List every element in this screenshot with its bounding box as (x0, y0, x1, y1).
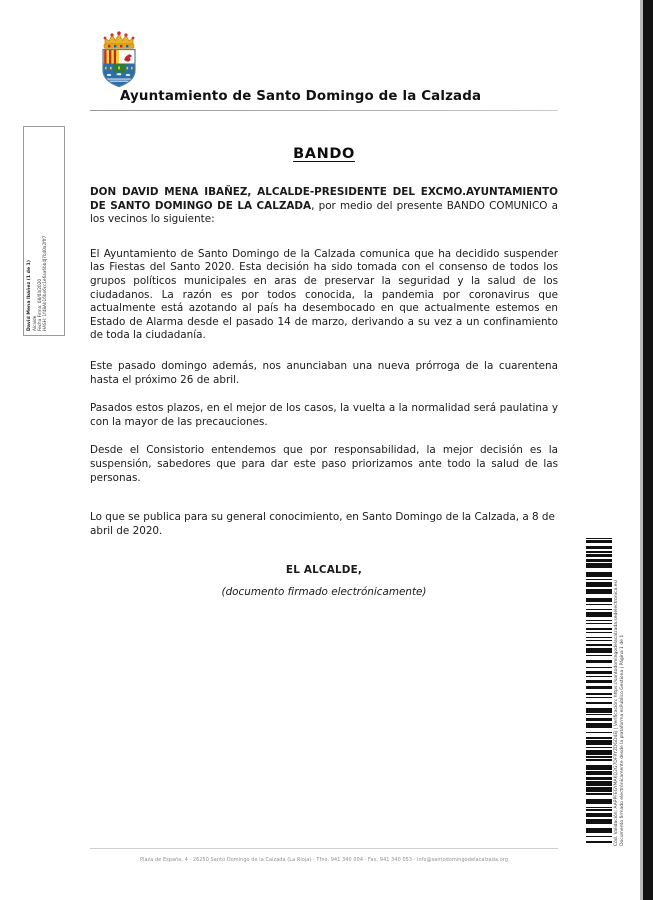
barcode-bar (586, 582, 612, 587)
csv-line-2: Documento firmado electrónicamente desde la plataforma esPublico Gestiona | Página 1 de 1 (619, 634, 625, 846)
csv-validation-block (586, 538, 638, 846)
barcode-bar (586, 809, 612, 811)
barcode-bar (586, 813, 612, 817)
barcode-bar (586, 546, 612, 549)
footer-contact-text: Plaza de España, 4 · 26250 Santo Domingo de la Calzada (La Rioja) · Tfno. 941 340 004 · Fax. 941 340 053 · info@santodomingodelacalzada.org (139, 857, 509, 863)
barcode-bar (586, 676, 612, 677)
barcode-bar (586, 554, 612, 557)
barcode-bar (586, 807, 612, 808)
barcode-bar (586, 718, 612, 721)
scan-edge-dark (643, 0, 653, 900)
barcode-bar (586, 693, 612, 695)
barcode-bar (586, 551, 612, 553)
barcode-bar (586, 686, 612, 689)
barcode-bar (586, 579, 612, 580)
barcode-bar (586, 612, 612, 617)
header-divider (90, 110, 558, 111)
barcode-bar (586, 787, 612, 792)
barcode-bar (586, 655, 612, 656)
signature-block (90, 564, 558, 598)
body-paragraph-1: El Ayuntamiento de Santo Domingo de la Calzada comunica que ha decidido suspender las Fiestas del Santo 2020. Esta decisión ha sido tomada con el consenso de todos los grupos políticos municipales en aras de preservar la seguridad y la salud de los ciudadanos. La razón es por todos conocida, la pandemia por coronavirus que actualmente está azotando al país ha desembocado en que actualmente estemos en Estado de Alarma desde el pasado 14 de marzo, derivando a su vez a un confinamiento de toda la ciudadanía. (90, 247, 558, 342)
barcode-bar (586, 759, 612, 761)
footer-divider (90, 848, 558, 849)
barcode-bar (586, 604, 612, 605)
barcode-icon (586, 538, 612, 846)
barcode-bar (586, 540, 612, 543)
barcode-bar (586, 559, 612, 562)
body-paragraph-4: Desde el Consistorio entendemos que por responsabilidad, la mejor decisión es la suspensión, sabedores que para dar este paso priorizamos ante todo la salud de las personas. (90, 444, 558, 484)
barcode-bar (586, 702, 612, 704)
barcode-bar (586, 680, 612, 683)
barcode-bar (586, 828, 612, 833)
barcode-bar (586, 799, 612, 804)
signature-title: EL ALCALDE, (285, 564, 363, 577)
barcode-bar (586, 697, 612, 698)
barcode-bar (586, 723, 612, 728)
barcode-bar (586, 714, 612, 715)
barcode-bar (586, 640, 612, 641)
body-paragraph-2: Este pasado domingo además, nos anunciaban una nueva prórroga de la cuarentena hasta el próximo 26 de abril. (90, 359, 558, 386)
stamp-hash: HASH: 1f48Ah16ba6cc1e6aa6bb4J7b40a2fff7 (42, 235, 48, 331)
signature-stamp-rotated-text (24, 127, 64, 335)
intro-rest-text: , por medio del presente BANDO COMUNICO a los vecinos lo siguiente: (90, 199, 558, 226)
signature-stamp-box (23, 126, 65, 336)
barcode-bar (586, 841, 612, 843)
barcode-bar (586, 671, 612, 674)
closing-paragraph: Lo que se publica para su general conocimiento, en Santo Domingo de la Calzada, a 8 de abril de 2020. (90, 511, 555, 537)
barcode-bar (586, 632, 612, 633)
barcode-bar (586, 648, 612, 653)
body-paragraph-3: Pasados estos plazos, en el mejor de los casos, la vuelta a la normalidad será paulatina y con la mayor de las precauciones. (90, 402, 558, 428)
barcode-bar (586, 667, 612, 668)
barcode-bar (586, 598, 612, 602)
organization-row (90, 90, 558, 105)
barcode-bar (586, 747, 612, 748)
barcode-bar (586, 623, 612, 624)
stamp-sign-date: Fecha Firma: 08/04/2020 (37, 278, 43, 331)
barcode-bar (586, 781, 612, 786)
intro-bold-text: DON DAVID MENA IBAÑEZ, ALCALDE-PRESIDENTE DEL EXCMO.AYUNTAMIENTO DE SANTO DOMINGO DE LA CALZADA (90, 186, 558, 212)
barcode-bar (586, 637, 612, 638)
csv-validation-text (614, 538, 636, 846)
organization-title: Ayuntamiento de Santo Domingo de la Calzada (120, 89, 482, 104)
barcode-bar (586, 644, 612, 646)
barcode-bar (586, 589, 612, 594)
barcode-bar (586, 836, 612, 837)
coat-of-arms-icon (96, 28, 142, 88)
barcode-bar (586, 620, 612, 621)
letterhead (90, 28, 558, 111)
stamp-signer-name: David Mena Ibáñez (1 de 1) (27, 260, 32, 331)
csv-line-1: Cód. Validación: AAPPFEGYMAKQ2G7DFRYZDGD4EJ | Verificación: https://santodomingodelacalzada.sedelectronica.es/ (614, 579, 619, 846)
barcode-bar (586, 609, 612, 610)
barcode-bar (586, 660, 612, 663)
barcode-bar (586, 538, 612, 539)
page-title: BANDO (293, 146, 355, 162)
barcode-bar (586, 777, 612, 780)
barcode-bar (586, 765, 612, 770)
signature-note: (documento firmado electrónicamente) (221, 586, 427, 599)
barcode-bar (586, 793, 612, 795)
barcode-bar (586, 771, 612, 775)
barcode-bar (586, 708, 612, 713)
barcode-bar (586, 740, 612, 745)
document-body (90, 146, 558, 598)
barcode-bar (586, 732, 612, 733)
barcode-bar (586, 756, 612, 758)
barcode-bar (586, 819, 612, 824)
barcode-bar (586, 563, 612, 568)
barcode-bar (586, 737, 612, 739)
barcode-bar (586, 750, 612, 755)
stamp-signer-role: Alcalde (32, 315, 38, 331)
barcode-bar (586, 628, 612, 630)
barcode-bar (586, 572, 612, 577)
intro-paragraph (90, 186, 558, 227)
